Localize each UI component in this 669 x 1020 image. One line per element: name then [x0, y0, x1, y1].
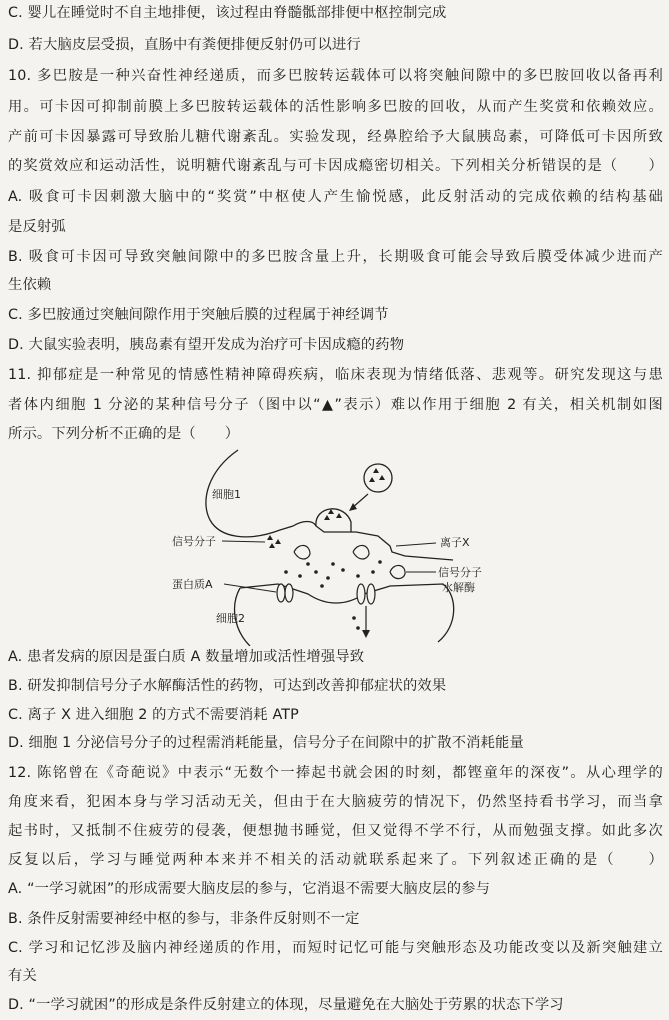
- protein-a: [277, 584, 285, 602]
- fusing-vesicle: [316, 509, 351, 532]
- q12-option-c-line1: C. 学习和记忆涉及脑内神经递质的作用，而短时记忆可能与突触形态及功能改变以及新突触建立: [8, 940, 663, 956]
- cell1-membrane: [206, 450, 453, 560]
- hydrolase-enzyme: [390, 565, 405, 578]
- cell2-membrane: [240, 584, 454, 642]
- ion-channel: [357, 584, 365, 604]
- label-cell2: 细胞2: [216, 612, 245, 625]
- q11-option-d: D. 细胞 1 分泌信号分子的过程需消耗能量，信号分子在间隙中的扩散不消耗能量: [8, 735, 524, 751]
- q10-option-c: C. 多巴胺通过突触间隙作用于突触后膜的过程属于神经调节: [8, 307, 389, 323]
- q10-stem-line3: 产前可卡因暴露可导致胎儿糖代谢紊乱。实验发现，经鼻腔给予大鼠胰岛素，可降低可卡因所致: [8, 129, 663, 145]
- label-ion-x: 离子X: [440, 536, 470, 549]
- q12-stem-line1: 12. 陈铭曾在《奇葩说》中表示“无数个一捧起书就会困的时刻，都铿童年的深夜”。从心理学的: [8, 765, 663, 781]
- q10-stem-line2: 用。可卡因可抑制前膜上多巴胺转运载体的活性影响多巴胺的回收，从而产生奖赏和依赖效应。: [8, 99, 663, 115]
- q12-stem-line3: 起书时，又抵制不住疲劳的侵袭，便想抛书睡觉，但又觉得不学不行，从而勉强支撑。如此多次: [8, 823, 663, 839]
- option-9c: C. 婴儿在睡觉时不自主地排便，该过程由脊髓骶部排便中枢控制完成: [8, 5, 447, 21]
- q11-option-c: C. 离子 X 进入细胞 2 的方式不需要消耗 ATP: [8, 707, 299, 723]
- synapse-diagram: [168, 446, 508, 646]
- q12-option-d: D. “一学习就困”的形成是条件反射建立的体现，尽量避免在大脑处于劳累的状态下学习: [8, 997, 564, 1013]
- q10-stem-line4: 的奖赏效应和运动活性，说明糖代谢紊乱与可卡因成瘾密切相关。下列相关分析错误的是（ ）: [8, 158, 663, 174]
- q12-option-c-line2: 有关: [8, 968, 37, 984]
- ions-x: [284, 560, 382, 588]
- q10-stem-line1: 10. 多巴胺是一种兴奋性神经递质，而多巴胺转运载体可以将突触间隙中的多巴胺回收以备再利: [8, 68, 663, 84]
- q10-option-b-line1: B. 吸食可卡因可导致突触间隙中的多巴胺含量上升，长期吸食可能会导致后膜受体减少进而产: [8, 249, 663, 265]
- label-cell1: 细胞1: [212, 488, 241, 501]
- q11-option-a: A. 患者发病的原因是蛋白质 A 数量增加或活性增强导致: [8, 649, 365, 665]
- q12-stem-line2: 角度来看，犯困本身与学习活动无关，但由于在大脑疲劳的情况下，仍然坚持看书学习，而当拿: [8, 794, 663, 810]
- q11-stem-line3: 所示。下列分析不正确的是（ ）: [8, 426, 240, 442]
- label-signal-left: 信号分子: [172, 535, 216, 548]
- q10-option-a-line2: 是反射弧: [8, 219, 66, 235]
- label-signal-right: 信号分子: [438, 566, 482, 579]
- option-9d: D. 若大脑皮层受损，直肠中有粪便排便反射仍可以进行: [8, 37, 361, 53]
- label-hydrolase: 水解酶: [442, 581, 475, 594]
- q12-option-a: A. “一学习就困”的形成需要大脑皮层的参与，它消退不需要大脑皮层的参与: [8, 881, 491, 897]
- label-protein-a: 蛋白质A: [172, 578, 213, 591]
- q10-option-a-line1: A. 吸食可卡因刺激大脑中的“奖赏”中枢使人产生愉悦感，此反射活动的完成依赖的结构基础: [8, 189, 663, 205]
- q11-stem-line2: 者体内细胞 1 分泌的某种信号分子（图中以“▲”表示）难以作用于细胞 2 有关，相关机制如图: [8, 397, 663, 413]
- q10-option-b-line2: 生依赖: [8, 277, 52, 293]
- q10-option-d: D. 大鼠实验表明，胰岛素有望开发成为治疗可卡因成瘾的药物: [8, 337, 405, 353]
- q12-stem-line4: 反复以后，学习与睡觉两种本来并不相关的活动就联系起来了。下列叙述正确的是（ ）: [8, 852, 663, 868]
- q12-option-b: B. 条件反射需要神经中枢的参与，非条件反射则不一定: [8, 911, 360, 927]
- q11-option-b: B. 研发抑制信号分子水解酶活性的药物，可达到改善抑郁症状的效果: [8, 678, 447, 694]
- synaptic-vesicle: [364, 464, 392, 492]
- q11-stem-line1: 11. 抑郁症是一种常见的情感性精神障碍疾病，临床表现为情绪低落、悲观等。研究发现这与患: [8, 367, 663, 383]
